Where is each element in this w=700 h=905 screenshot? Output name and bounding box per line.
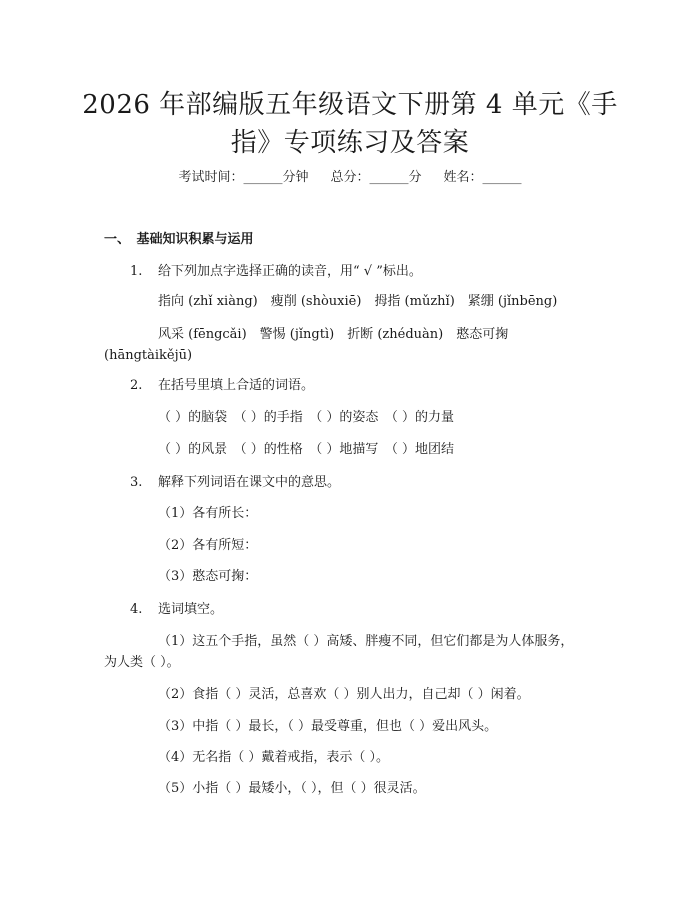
student-name: 姓名：______	[443, 170, 522, 185]
question-4-number: 4.	[130, 602, 143, 617]
question-3-item-2: （2）各有所短：	[158, 538, 258, 553]
question-2-text: 在括号里填上合适的词语。	[158, 378, 315, 393]
question-3-item-1: （1）各有所长：	[158, 506, 258, 521]
question-4-item-1a: （1）这五个手指，虽然（ ）高矮、胖瘦不同，但它们都是为人体服务，	[158, 634, 574, 649]
question-3-text: 解释下列词语在课文中的意思。	[158, 475, 341, 490]
question-1-text: 给下列加点字选择正确的读音，用“ √ ”标出。	[158, 264, 422, 279]
exam-score: 总分：______分	[330, 170, 422, 185]
question-4-item-5: （5）小指（ ）最矮小，（ ），但（ ）很灵活。	[158, 781, 426, 796]
question-1-number: 1.	[130, 264, 143, 279]
question-3-number: 3.	[130, 475, 143, 490]
question-2-number: 2.	[130, 378, 143, 393]
question-4-item-2: （2）食指（ ）灵活，总喜欢（ ）别人出力，自己却（ ）闲着。	[158, 687, 530, 702]
question-3-item-3: （3）憨态可掬：	[158, 569, 258, 584]
question-4-item-4: （4）无名指（ ）戴着戒指，表示（ ）。	[158, 750, 390, 765]
question-2-row-2: （ ）的风景 （ ）的性格 （ ）地描写 （ ）地团结	[158, 442, 455, 457]
question-1-pinyin-row-3: (hāngtàikějū)	[104, 348, 193, 363]
title-line-1: 2026 年部编版五年级语文下册第 4 单元《手	[82, 90, 618, 120]
exam-time: 考试时间：______分钟	[178, 170, 309, 185]
question-1-pinyin-row-2: 风采 (fēngcǎi) 警惕 (jǐngtì) 折断 (zhéduàn) 憨态可掬	[158, 327, 509, 342]
title-line-2: 指》专项练习及答案	[230, 128, 470, 158]
section-heading-1: 一、 基础知识积累与运用	[104, 232, 254, 247]
question-4-text: 选词填空。	[158, 602, 224, 617]
page-title	[70, 86, 630, 162]
exam-meta	[0, 168, 700, 188]
question-2-row-1: （ ）的脑袋 （ ）的手指 （ ）的姿态 （ ）的力量	[158, 410, 455, 425]
question-4-item-3: （3）中指（ ）最长，（ ）最受尊重，但也（ ）爱出风头。	[158, 719, 498, 734]
question-4-item-1b: 为人类（ ）。	[104, 655, 180, 670]
question-1-pinyin-row-1: 指向 (zhǐ xiàng) 瘦削 (shòuxiē) 拇指 (mǔzhǐ) 紧绷 (jǐnbēng)	[158, 294, 558, 309]
